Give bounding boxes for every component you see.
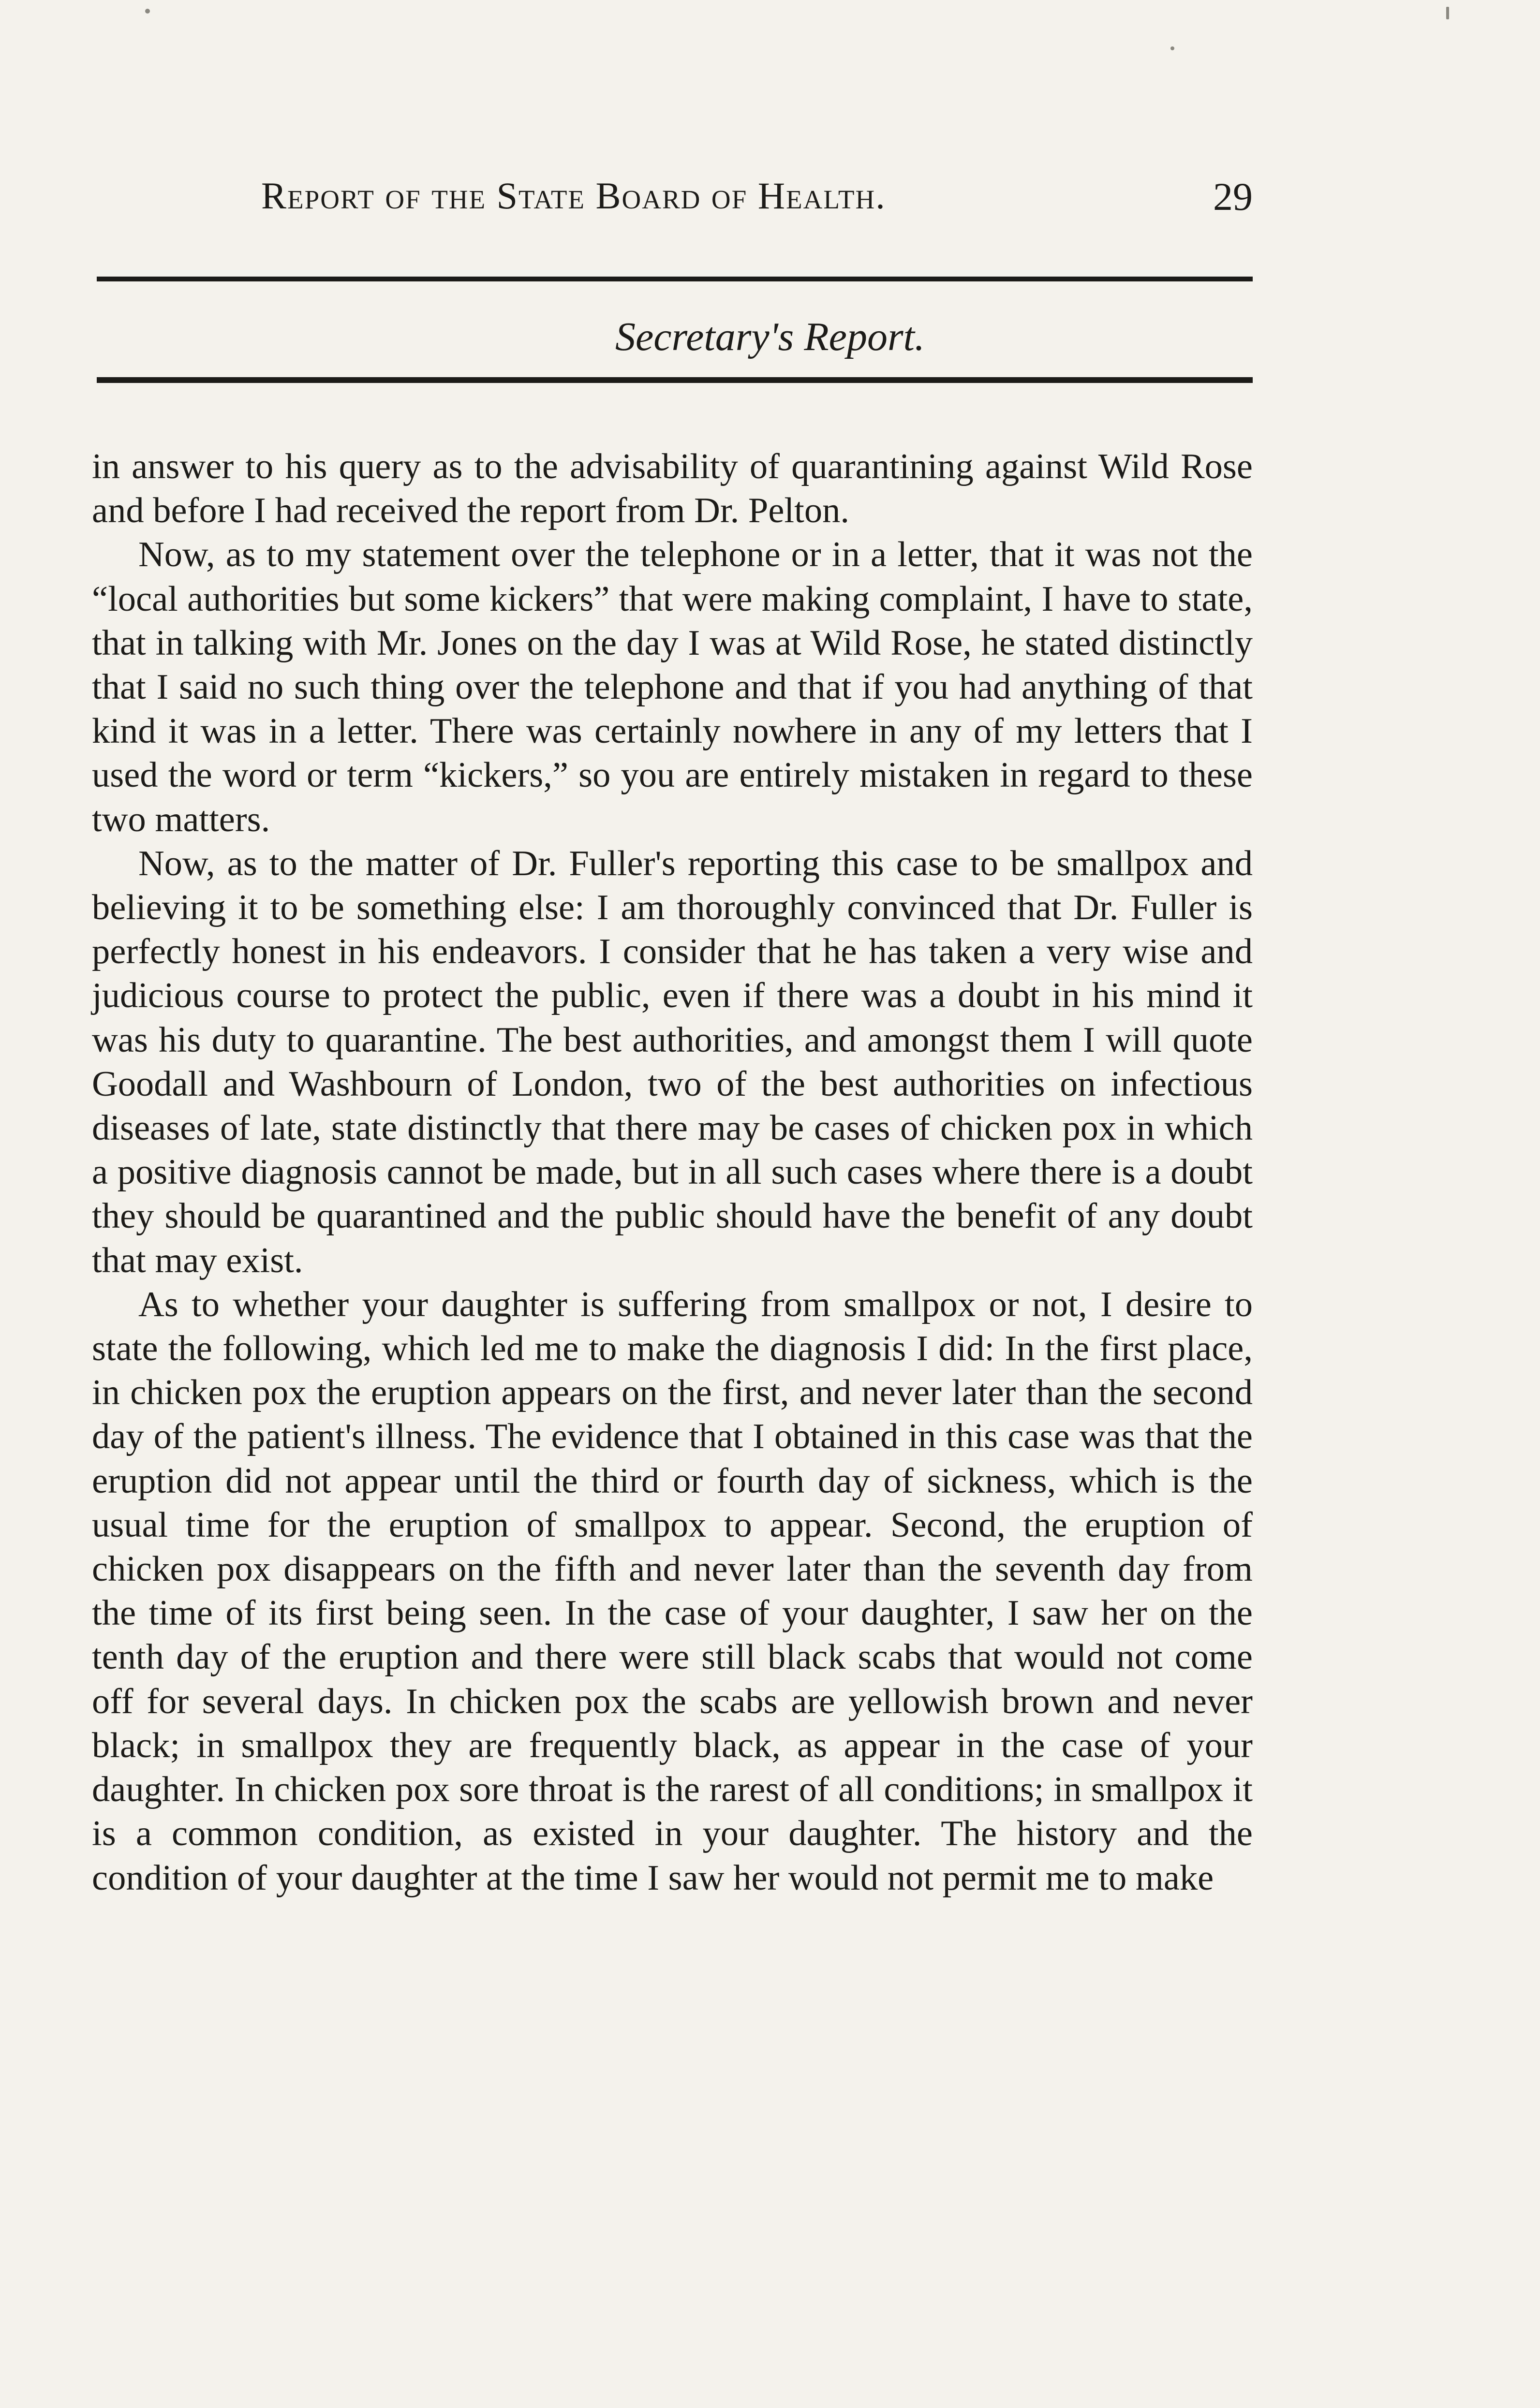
header-rule-top: [97, 277, 1253, 281]
paragraph: in answer to his query as to the advisability of quarantining against Wild Rose and before I had received the report from Dr. Pelton.: [92, 447, 1253, 531]
body-text: [92, 445, 1253, 1900]
paragraph: Now, as to the matter of Dr. Fuller's reporting this case to be smallpox and believing it to be something else: I am thoroughly convinced that Dr. Fuller is perfectly honest in his endeavors. I consider that he has taken a very wise and judicious course to protect the public, even if there was a doubt in his mind it was his duty to quarantine. The best authorities, and amongst them I will quote Goodall and Washbourn of London, two of the best authorities on infectious diseases of late, state distinctly that there may be cases of chicken pox in which a positive diagnosis cannot be made, but in all such cases where there is a doubt they should be quarantined and the public should have the benefit of any doubt that may exist.: [92, 843, 1253, 1280]
ink-speck: [145, 9, 150, 14]
ink-speck: [1170, 46, 1174, 50]
header-rule-bottom: [97, 377, 1253, 383]
page-number: 29: [1213, 175, 1253, 219]
running-header: [261, 174, 1253, 227]
paragraph: Now, as to my statement over the telephone or in a letter, that it was not the “local authorities but some kickers” that were making complaint, I have to state, that in talking with Mr. Jones on the day I was at Wild Rose, he stated distinctly that I said no such thing over the telephone and that if you had anything of that kind it was in a letter. There was certainly nowhere in any of my letters that I used the word or term “kickers,” so you are entirely mistaken in regard to these two matters.: [92, 535, 1253, 839]
running-title: Report of the State Board of Health.: [261, 175, 886, 217]
paragraph: As to whether your daughter is suffering from smallpox or not, I desire to state the following, which led me to make the diagnosis I did: In the first place, in chicken pox the eruption appears on the first, and never later than the second day of the patient's illness. The evidence that I obtained in this case was that the eruption did not appear until the third or fourth day of sickness, which is the usual time for the eruption of smallpox to appear. Second, the eruption of chicken pox disappears on the fifth and never later than the seventh day from the time of its first being seen. In the case of your daughter, I saw her on the tenth day of the eruption and there were still black scabs that would not come off for several days. In chicken pox the scabs are yellowish brown and never black; in smallpox they are frequently black, as appear in the case of your daughter. In chicken pox sore throat is the rarest of all conditions; in smallpox it is a common condition, as existed in your daughter. The history and the condition of your daughter at the time I saw her would not permit me to make: [92, 1284, 1253, 1898]
section-heading: Secretary's Report.: [615, 314, 925, 359]
ink-speck: [1446, 7, 1449, 19]
